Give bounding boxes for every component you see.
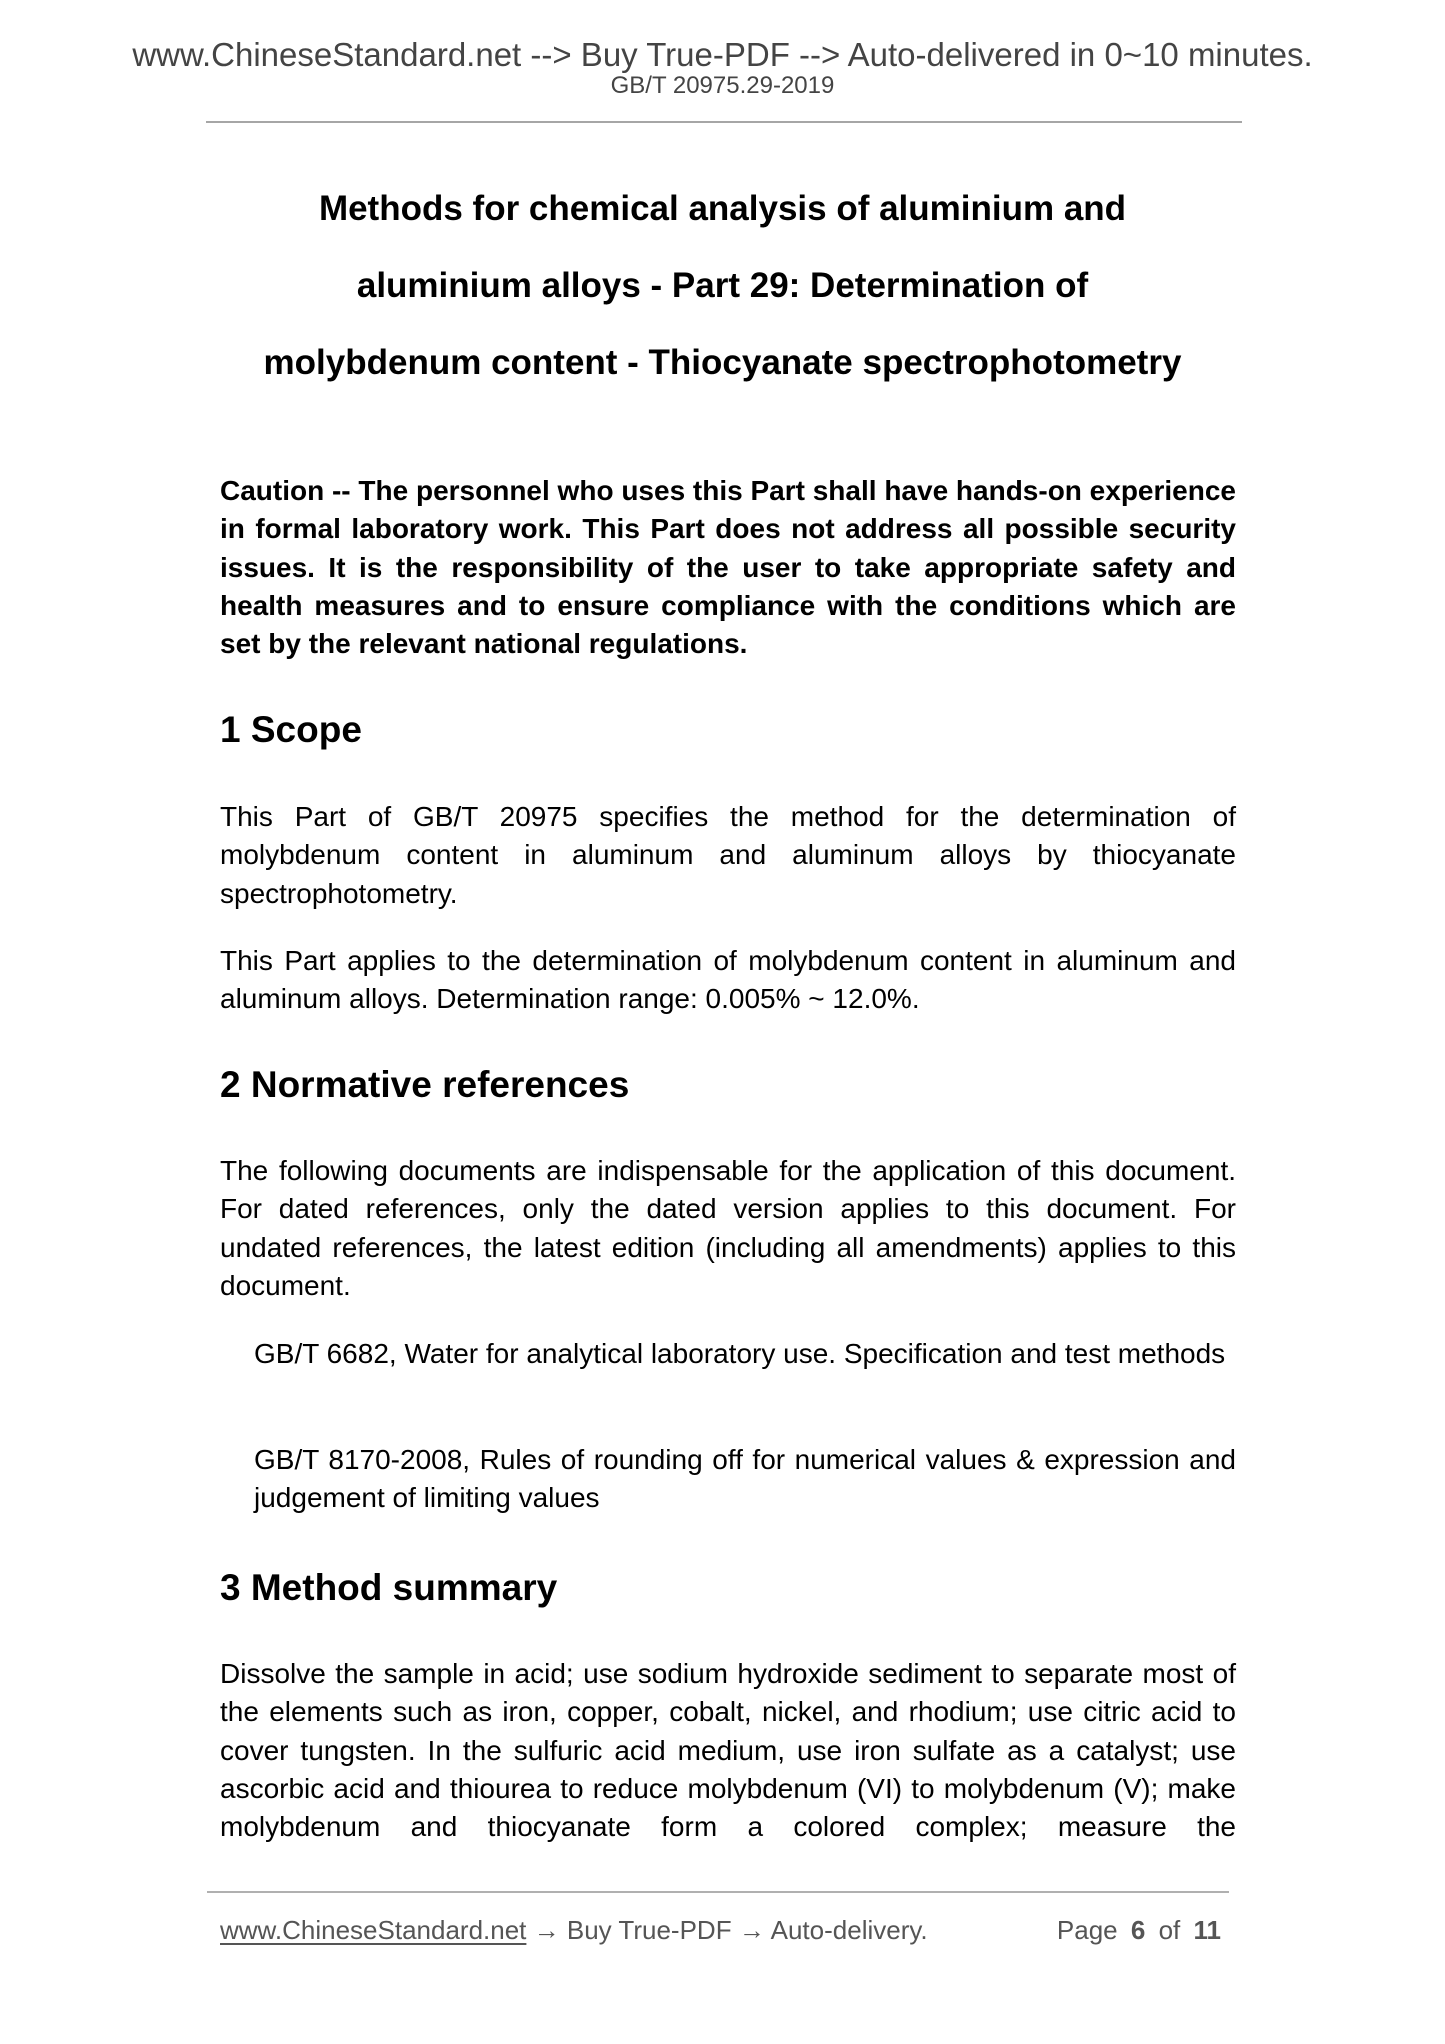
method-summary-paragraph: Dissolve the sample in acid; use sodium hydroxide sediment to separate most of the elements such as iron, copper, cobalt, nickel, and rhodium; use citric acid to cover tungsten. In the sulfuric acid medium, use iron sulfate as a catalyst; use ascorbic acid and thiourea to reduce molybdenum (VI) to molybdenum (V); make molybdenum and thiocyanate form a colored complex; measure the [220,1658,1236,1843]
section-heading-scope: 1 Scope [220,709,362,750]
caution-paragraph: Caution -- The personnel who uses this Part shall have hands-on experience in formal laboratory work. This Part does not address all possible security issues. It is the responsibility of the user to take appropriate safety and health measures and to ensure compliance with the conditions which are set by the relevant national regulations. [220,475,1236,660]
reference-item-gbt-6682: GB/T 6682, Water for analytical laboratory use. Specification and test methods [254,1338,1226,1369]
page-total: 11 [1193,1915,1221,1945]
footer-divider [207,1891,1229,1893]
page-current: 6 [1130,1915,1146,1945]
page-of-label: of [1158,1915,1181,1945]
normative-references-paragraph: The following documents are indispensable for the application of this document. For dated references, only the dated version applies to this document. For undated references, the latest edition (including all amendments) applies to this document. [220,1155,1236,1301]
header-divider [206,121,1242,123]
standard-code: GB/T 20975.29-2019 [610,72,835,99]
header-banner: www.ChineseStandard.net --> Buy True-PDF --> Auto-delivered in 0~10 minutes. [132,36,1313,73]
arrow-right-icon: → [738,1915,765,1945]
document-title [180,170,1265,401]
reference-item-gbt-8170: GB/T 8170-2008, Rules of rounding off for numerical values & expression and judgement of limiting values [254,1444,1236,1514]
section-heading-method-summary: 3 Method summary [220,1567,558,1608]
scope-paragraph-2: This Part applies to the determination of molybdenum content in aluminum and aluminum alloys. Determination range: 0.005% ~ 12.0%. [220,945,1236,1015]
title-line-3: molybdenum content - Thiocyanate spectrophotometry [263,343,1182,382]
title-line-2: aluminium alloys - Part 29: Determination of [356,266,1089,305]
footer-delivery-text: Auto-delivery. [770,1915,928,1945]
section-heading-normative-references: 2 Normative references [220,1064,630,1105]
footer-site-link[interactable]: www.ChineseStandard.net [220,1915,527,1945]
scope-paragraph-1: This Part of GB/T 20975 specifies the method for the determination of molybdenum content in aluminum and aluminum alloys by thiocyanate spectrophotometry. [220,801,1236,909]
title-line-1: Methods for chemical analysis of aluminium and [318,189,1127,228]
arrow-right-icon: → [533,1915,560,1945]
footer-buy-text: Buy True-PDF [566,1915,732,1945]
page-label: Page [1056,1915,1118,1945]
page-indicator [1057,1914,1221,1946]
footer-promo [220,1914,928,1946]
